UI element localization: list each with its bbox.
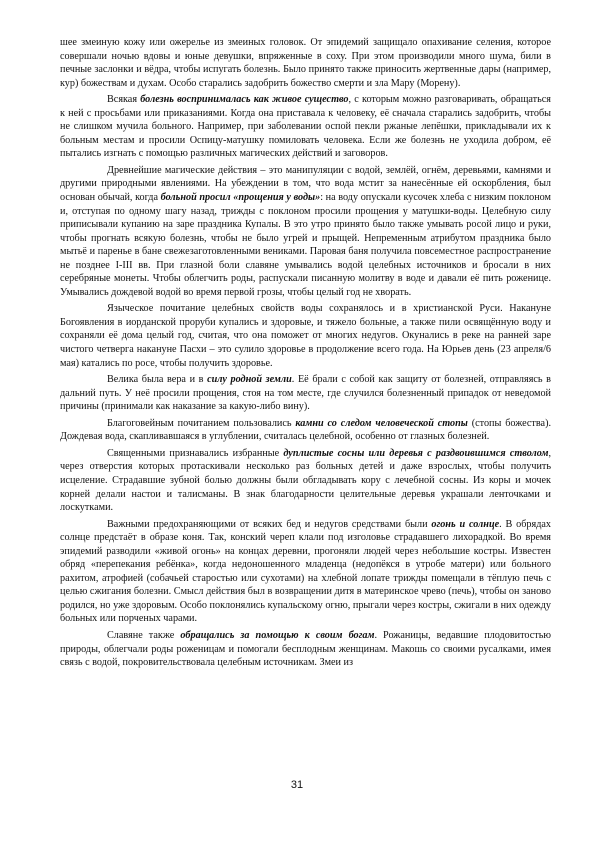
- paragraph-text: , через отверстия которых протаскивали несколько раз больных детей и даже взрослых, чтобы получить исцеление. Страдавшие зубной болью должны были обгладывать кору с лечебной сосны. Из коры и мочек корней делали настои и талисманы. В знак благодарности целительные деревья украшали ленточками и лоскутками.: [60, 447, 552, 514]
- paragraph: [60, 36, 551, 90]
- emphasized-term: больной просил «прощения у воды»: [160, 192, 321, 204]
- paragraph: [60, 93, 551, 161]
- paragraph-text: Языческое почитание целебных свойств воды сохранялось и в христианской Руси. Накануне Богоявления в иорданской проруби купались и здоровые, и тяжело больные, а также пили освящённую воду и сохраняли её дома целый год, считая, что она поможет от многих недугов. Окунались в реке на ранней заре чистого четверга накануне Пасхи – это сулило здоровье в продолжение всего года. На Юрьев день (23 апреля/6 мая) катались по росе, чтобы получить здоровье.: [60, 303, 551, 369]
- paragraph-text: Благоговейным почитанием пользовались: [107, 417, 296, 429]
- paragraph: [60, 518, 551, 626]
- paragraph: [60, 302, 551, 370]
- paragraph-text: , с которым можно разговаривать, обращаться к ней с просьбами или приказаниями. Когда она приставала к человеку, её сначала старались задобрить, чтобы не слишком мучила больного. Например, при заболевании оспой пекли ржаные лепёшки, прикладывали их к больным местам и просили Оспицу-матушку помиловать человека. Если же болезнь не уходила добром, её пытались изгнать с помощью различных магических действий и заговоров.: [60, 94, 551, 160]
- body-text: [60, 36, 551, 670]
- paragraph-text: Всякая: [107, 94, 141, 106]
- emphasized-term: дуплистые сосны или деревья с раздвоившимся стволом: [283, 447, 549, 459]
- paragraph-text: Славяне также: [107, 629, 181, 641]
- paragraph-text: . Рожаницы, ведавшие плодовитостью природы, облегчали роды роженицам и помогали бесплодным женщинам. Макошь со своими русалками, имея связь с водой, покровительствовала целебным источникам. Змеи из: [60, 629, 551, 669]
- emphasized-term: болезнь воспринималась как живое существо: [140, 94, 349, 106]
- paragraph-text: шее змеиную кожу или ожерелье из змеиных головок. От эпидемий защищало опахивание селения, которое совершали ночью вдовы и юные девушки, впряженные в соху. При этом производили много шума, били в печные заслонки и вёдра, чтобы испугать болезнь. Было принято также приносить жертвенные дары (например, кур) божествам и духам. Особо старались задобрить божество смерти и зла Мару (Морену).: [60, 37, 551, 89]
- paragraph: [60, 629, 551, 670]
- paragraph-text: Священными признавались избранные: [107, 447, 284, 459]
- paragraph: [60, 373, 551, 414]
- paragraph-text: . Её брали с собой как защиту от болезней, отправляясь в дальний путь. У неё просили прощения, стоя на том месте, где случился болезненный припадок от неведомой причины (принимали как наказание за какую-либо вину).: [60, 374, 551, 413]
- paragraph-text: Древнейшие магические действия – это манипуляции с водой, землёй, огнём, деревьями, камнями и другими природными явлениями. На убеждении в том, что вода мстит за нанесённые ей оскорбления, был основан обычай, когда: [60, 164, 551, 204]
- paragraph: [60, 164, 551, 299]
- emphasized-term: обращались за помощью к своим богам: [180, 629, 375, 641]
- page-number: 31: [290, 779, 304, 791]
- emphasized-term: огонь и солнце: [431, 518, 500, 530]
- paragraph-text: Важными предохраняющими от всяких бед и недугов средствами были: [107, 518, 432, 530]
- emphasized-term: силу родной земли: [207, 374, 292, 386]
- paragraph-text: Велика была вера и в: [107, 374, 208, 386]
- paragraph-text: : на воду опускали кусочек хлеба с низким поклоном и, отступая по одному шагу назад, трижды с поклоном просили прощения у матушки-воды. Целебную силу приписывали купанию на заре праздника Купалы. В это утро принято было также умывать росой лицо и руки, чтобы прогнать всякую болезнь, чтобы не было угрей и прыщей. Непременным атрибутом праздника было мытьё и паренье в бане свежезаготовленными вениками. Паровая баня получила повсеместное распространение не позднее I-III вв. При глазной боли славяне умывались водой целебных источников и бросали в них серебряные монеты. Чтобы облегчить роды, распускали писанную молитву в воде и давали её пить роженице. Умывались дождевой водой во время первой грозы, чтобы целый год не хворать.: [60, 192, 552, 298]
- paragraph: [60, 447, 551, 515]
- paragraph: [60, 417, 551, 444]
- emphasized-term: камни со следом человеческой стопы: [295, 417, 468, 429]
- paragraph-text: (стопы божества). Дождевая вода, скапливавшаяся в углублении, считалась целебной, особенно от глазных болезней.: [60, 417, 552, 443]
- paragraph-text: . В обрядах солнце предстаёт в образе коня. Так, конский череп клали под изголовье страдавшего лихорадкой. Во время эпидемий разводили «живой огонь» на концах деревни, прогоняли людей через небольшие костры. Известен обряд «перепекания ребёнка», когда недоношенного младенца (недопёкся в утробе матери) или больного рахитом, атрофией (собачьей старостью или сухотами) на хлебной лопате трижды помещали в тёплую печь с целью сжигания болезни. Смысл действия был в возвращении дитя в материнское чрево (печь), чтобы он заново родился, но уже здоровым. Особо поклонялись купальскому огню, прыгали через костры, сжигали в них одежду больных или порченых чарами.: [60, 518, 552, 625]
